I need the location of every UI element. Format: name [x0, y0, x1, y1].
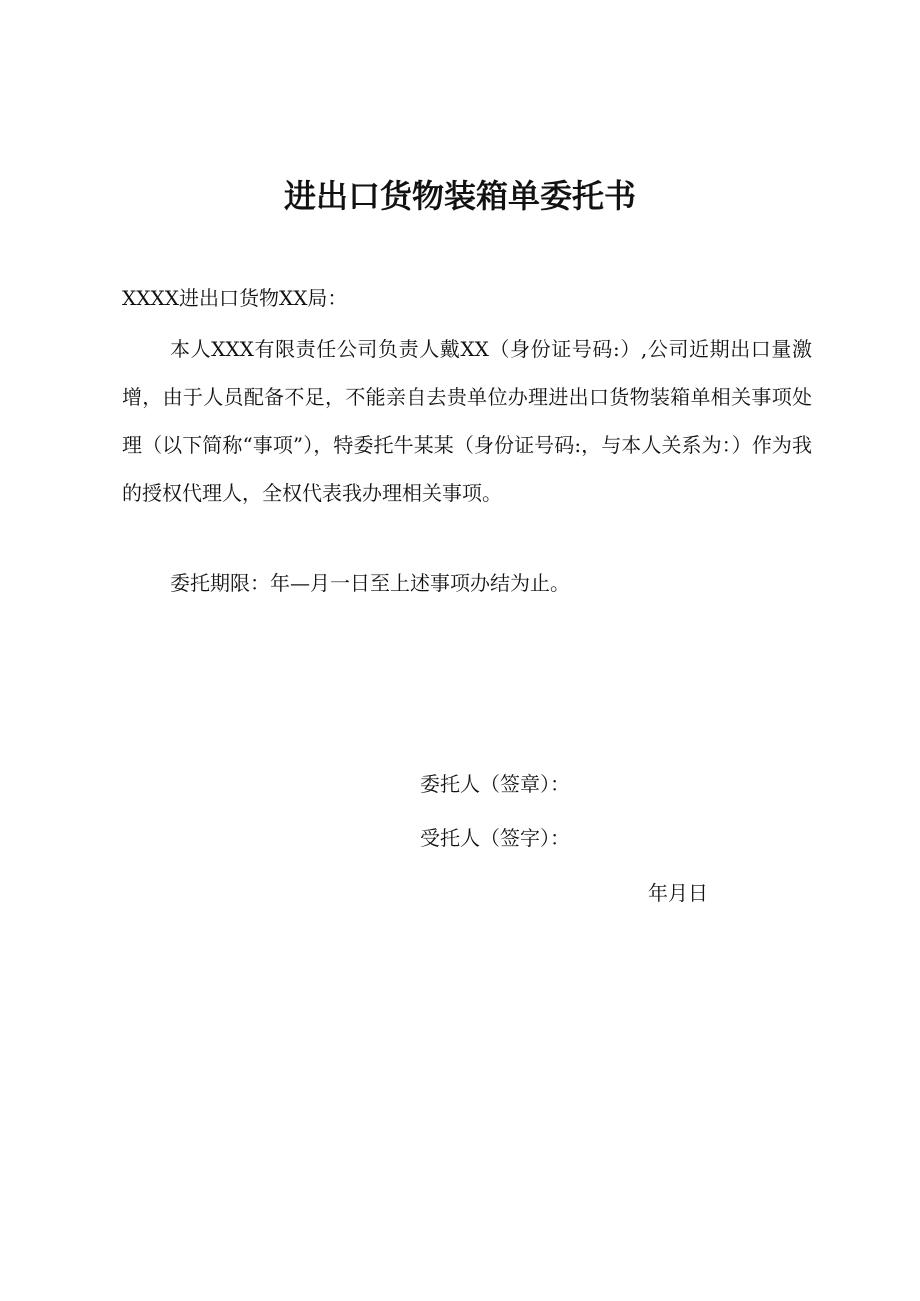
body-paragraph: 本人XXX有限责任公司负责人戴XX（身份证号码:）,公司近期出口量激增，由于人员配备不足，不能亲自去贵单位办理进出口货物装箱单相关事项处理（以下简称“事项”），特委托牛某某（身份证号码:，与本人关系为：）作为我的授权代理人，全权代表我办理相关事项。: [122, 337, 812, 505]
entrustor-signature-line: 委托人（签章）：: [420, 772, 570, 796]
entrust-term: 委托期限：年—月一日至上述事项办结为止。: [170, 571, 570, 595]
date-line: 年月日: [648, 881, 708, 905]
document-title: 进出口货物装箱单委托书: [283, 177, 636, 215]
salutation: XXXX进出口货物XX局：: [122, 286, 348, 310]
entrustee-signature-line: 受托人（签字）：: [420, 826, 570, 850]
